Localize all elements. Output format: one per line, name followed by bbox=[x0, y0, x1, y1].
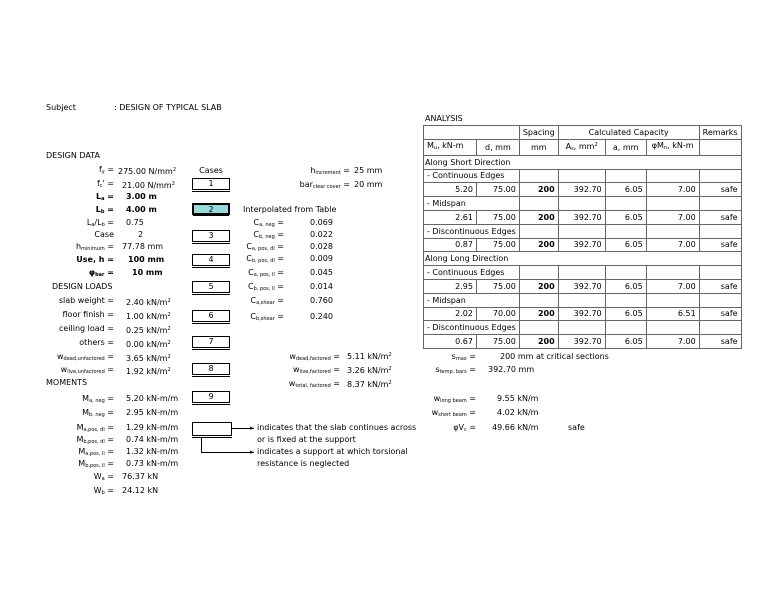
analysis-table bbox=[423, 125, 742, 349]
cell-mu: 0.67 bbox=[424, 335, 477, 349]
cell-spacing: 200 bbox=[519, 183, 558, 197]
wlong-label: $w_{long beam}$ = bbox=[433, 394, 476, 404]
ratio-label: $L_a/L_b$ = bbox=[86, 218, 114, 228]
case-box-2[interactable]: 2 bbox=[192, 203, 230, 215]
arrow-head-icon: ▸ bbox=[250, 424, 254, 432]
table-row bbox=[424, 321, 742, 335]
moment-value: 1.29 kN-m/m bbox=[126, 423, 179, 432]
header-cell bbox=[424, 126, 477, 140]
cell-as: 392.70 bbox=[558, 279, 605, 293]
coef-value: 0.028 bbox=[310, 242, 333, 251]
load-value: 1.00 $kN/m^2$ bbox=[126, 312, 171, 321]
cell-d: 75.00 bbox=[476, 238, 519, 252]
lb-label: $L_b$ = bbox=[95, 205, 114, 215]
moment-value: 2.95 kN-m/m bbox=[126, 408, 179, 417]
fy-label: $f_y$ = bbox=[98, 165, 114, 175]
load-value: 0.00 $kN/m^2$ bbox=[126, 340, 171, 349]
smax-value: 200 mm at critical sections bbox=[500, 352, 609, 361]
load-label: others = bbox=[79, 338, 114, 347]
coef-label: $C_{a, pos, ll}$ = bbox=[248, 268, 284, 278]
cell-spacing: 200 bbox=[519, 210, 558, 224]
fc-label: $f_c'$ = bbox=[96, 179, 114, 189]
cell-a: 6.05 bbox=[605, 238, 646, 252]
case-box-8[interactable]: 8 bbox=[192, 363, 230, 375]
shear-label: $\varphi V_c$ = bbox=[453, 423, 476, 433]
sub-section-label: - Midspan bbox=[424, 293, 520, 307]
moment-label: $M_{b,pos, dl}$ = bbox=[76, 435, 114, 445]
cell-mu: 2.02 bbox=[424, 307, 477, 321]
load-label: ceiling load = bbox=[58, 324, 114, 333]
header-cell: a, mm bbox=[605, 139, 646, 155]
cell-phimn: 6.51 bbox=[646, 307, 699, 321]
bar-label: $\varphi_{bar}$ = bbox=[88, 268, 114, 278]
legend-continuous-text: indicates that the slab continues across bbox=[257, 423, 417, 432]
stemp-label: $s_{temp. bars}$ = bbox=[435, 365, 476, 375]
use-h-value: 100 mm bbox=[128, 255, 165, 264]
cell-phimn: 7.00 bbox=[646, 183, 699, 197]
wshort-label: $w_{short beam}$ = bbox=[431, 408, 476, 418]
cell-remark: safe bbox=[699, 238, 741, 252]
wlive-value: 1.92 $kN/m^2$ bbox=[126, 367, 171, 376]
moment-label: $M_{b, neg}$ = bbox=[82, 408, 114, 418]
header-cell: $M_u$, kN-m bbox=[424, 139, 477, 155]
header-cell: Calculated Capacity bbox=[558, 126, 699, 140]
cell-a: 6.05 bbox=[605, 335, 646, 349]
cell-a: 6.05 bbox=[605, 210, 646, 224]
ratio-value: 0.75 bbox=[126, 218, 144, 227]
legend-drop-line bbox=[201, 438, 202, 452]
load-label: slab weight = bbox=[58, 296, 114, 305]
cell-d: 75.00 bbox=[476, 279, 519, 293]
cell-as: 392.70 bbox=[558, 238, 605, 252]
case-box-9[interactable]: 9 bbox=[192, 391, 230, 403]
shear-remark: safe bbox=[568, 423, 585, 432]
table-row bbox=[424, 266, 742, 280]
cell-d: 75.00 bbox=[476, 210, 519, 224]
table-header-row bbox=[424, 126, 742, 140]
cell-spacing: 200 bbox=[519, 307, 558, 321]
cell-a: 6.05 bbox=[605, 279, 646, 293]
arrow-head-icon: ▸ bbox=[250, 448, 254, 456]
cell-d: 70.00 bbox=[476, 307, 519, 321]
coef-label: $C_{a,shear}$ = bbox=[250, 296, 284, 306]
coef-label: $C_{b,shear}$ = bbox=[250, 312, 284, 322]
cell-as: 392.70 bbox=[558, 335, 605, 349]
wdead-label: $w_{dead,unfactored}$ = bbox=[56, 352, 114, 362]
coef-value: 0.045 bbox=[310, 268, 333, 277]
cell-spacing: 200 bbox=[519, 238, 558, 252]
legend-torsional-line bbox=[201, 452, 254, 453]
header-cell bbox=[476, 126, 519, 140]
smax-label: $s_{max}$ = bbox=[451, 352, 476, 362]
factored-value: 3.26 $kN/m^2$ bbox=[347, 366, 392, 375]
table-row bbox=[424, 252, 742, 266]
coef-value: 0.009 bbox=[310, 254, 333, 263]
moment-label: $M_{a,pos, ll}$ = bbox=[78, 447, 114, 457]
design-data-header: DESIGN DATA bbox=[46, 151, 100, 160]
case-box-7[interactable]: 7 bbox=[192, 336, 230, 348]
cell-mu: 2.61 bbox=[424, 210, 477, 224]
cell-phimn: 7.00 bbox=[646, 335, 699, 349]
fy-value: 275.00 $N/mm^2$ bbox=[118, 167, 176, 176]
subject-label: Subject bbox=[46, 103, 76, 112]
factored-label: $w_{live,factored}$ = bbox=[293, 365, 340, 375]
cell-remark: safe bbox=[699, 183, 741, 197]
factored-value: 8.37 $kN/m^2$ bbox=[347, 380, 392, 389]
coef-value: 0.022 bbox=[310, 230, 333, 239]
moment-value: 76.37 kN bbox=[122, 472, 159, 481]
table-row bbox=[424, 279, 742, 293]
coef-label: $C_{b, pos, dl}$ = bbox=[246, 254, 284, 264]
header-cell bbox=[699, 139, 741, 155]
section-label: Along Short Direction bbox=[424, 155, 742, 169]
header-cell: mm bbox=[519, 139, 558, 155]
cell-remark: safe bbox=[699, 279, 741, 293]
cell-as: 392.70 bbox=[558, 307, 605, 321]
section-label: Along Long Direction bbox=[424, 252, 742, 266]
cell-phimn: 7.00 bbox=[646, 279, 699, 293]
wlong-value: 9.55 kN/m bbox=[497, 394, 539, 403]
moments-header: MOMENTS bbox=[46, 378, 88, 387]
cover-value: 20 mm bbox=[354, 180, 383, 189]
cover-label: bar$_{clear cover}$ = bbox=[299, 180, 350, 190]
cell-phimn: 7.00 bbox=[646, 210, 699, 224]
hmin-label: $h_{minimum}$ = bbox=[75, 242, 114, 252]
table-header-row bbox=[424, 139, 742, 155]
cell-remark: safe bbox=[699, 335, 741, 349]
table-row bbox=[424, 238, 742, 252]
wlive-label: $w_{live,unfactored}$ = bbox=[60, 365, 114, 375]
legend-continuous-box bbox=[192, 422, 232, 436]
header-cell: $\varphi M_n$, kN-m bbox=[646, 139, 699, 155]
moment-label: $M_{b,pos, ll}$ = bbox=[78, 459, 114, 469]
cell-spacing: 200 bbox=[519, 335, 558, 349]
table-row bbox=[424, 224, 742, 238]
header-cell: Spacing bbox=[519, 126, 558, 140]
moment-value: 1.32 kN-m/m bbox=[126, 447, 179, 456]
cell-mu: 2.95 bbox=[424, 279, 477, 293]
moment-label: $W_b$ = bbox=[93, 486, 114, 496]
table-row bbox=[424, 183, 742, 197]
case-label: Case bbox=[94, 230, 114, 239]
moment-label: $W_a$ = bbox=[93, 472, 114, 482]
interp-title: Interpolated from Table bbox=[243, 205, 337, 214]
cell-spacing: 200 bbox=[519, 279, 558, 293]
factored-label: $w_{dead,factored}$ = bbox=[289, 352, 340, 362]
table-row bbox=[424, 197, 742, 211]
cell-d: 75.00 bbox=[476, 335, 519, 349]
header-cell: $A_s$, $mm^2$ bbox=[558, 139, 605, 155]
hmin-value: 77.78 mm bbox=[122, 242, 164, 251]
cell-a: 6.05 bbox=[605, 183, 646, 197]
increment-label: $h_{increment}$ = bbox=[310, 166, 350, 176]
load-value: 0.25 $kN/m^2$ bbox=[126, 326, 171, 335]
stemp-value: 392.70 mm bbox=[488, 365, 535, 374]
header-cell: d, mm bbox=[476, 139, 519, 155]
fc-value: 21.00 $N/mm^2$ bbox=[122, 181, 175, 190]
cell-remark: safe bbox=[699, 210, 741, 224]
case-box-5[interactable]: 5 bbox=[192, 281, 230, 293]
cell-as: 392.70 bbox=[558, 210, 605, 224]
coef-value: 0.760 bbox=[310, 296, 333, 305]
cell-a: 6.05 bbox=[605, 307, 646, 321]
la-value: 3.00 m bbox=[126, 192, 157, 201]
factored-label: $w_{total, factored}$ = bbox=[288, 379, 340, 389]
design-loads-header: DESIGN LOADS bbox=[52, 282, 113, 291]
table-row bbox=[424, 155, 742, 169]
header-cell: Remarks bbox=[699, 126, 741, 140]
legend-continuous-text-2: or is fixed at the support bbox=[257, 435, 356, 444]
case-box-1[interactable]: 1 bbox=[192, 178, 230, 190]
wshort-value: 4.02 kN/m bbox=[497, 408, 539, 417]
legend-torsional-text: indicates a support at which torsional bbox=[257, 447, 408, 456]
coef-value: 0.069 bbox=[310, 218, 333, 227]
sub-section-label: - Continuous Edges bbox=[424, 169, 520, 183]
moment-value: 5.20 kN-m/m bbox=[126, 394, 179, 403]
la-label: $L_a$ = bbox=[96, 192, 114, 202]
cell-d: 75.00 bbox=[476, 183, 519, 197]
moment-value: 24.12 kN bbox=[122, 486, 159, 495]
load-value: 2.40 $kN/m^2$ bbox=[126, 298, 171, 307]
coef-label: $C_{a, pos, dl}$ = bbox=[246, 242, 284, 252]
subject-value: : DESIGN OF TYPICAL SLAB bbox=[114, 103, 222, 112]
sub-section-label: - Discontinuous Edges bbox=[424, 224, 520, 238]
cell-mu: 5.20 bbox=[424, 183, 477, 197]
lb-value: 4.00 m bbox=[126, 205, 157, 214]
moment-value: 0.73 kN-m/m bbox=[126, 459, 179, 468]
table-row bbox=[424, 293, 742, 307]
sub-section-label: - Continuous Edges bbox=[424, 266, 520, 280]
case-box-3[interactable]: 3 bbox=[192, 230, 230, 242]
coef-label: $C_{a, neg}$ = bbox=[253, 218, 284, 228]
table-row bbox=[424, 169, 742, 183]
cell-mu: 0.87 bbox=[424, 238, 477, 252]
wdead-value: 3.65 $kN/m^2$ bbox=[126, 354, 171, 363]
case-value: 2 bbox=[138, 230, 144, 239]
table-row bbox=[424, 210, 742, 224]
load-label: floor finish = bbox=[62, 310, 114, 319]
cases-header: Cases bbox=[199, 166, 223, 175]
shear-value: 49.66 kN/m bbox=[492, 423, 539, 432]
cell-phimn: 7.00 bbox=[646, 238, 699, 252]
analysis-header: ANALYSIS bbox=[425, 114, 463, 123]
increment-value: 25 mm bbox=[354, 166, 383, 175]
coef-label: $C_{b, neg}$ = bbox=[253, 230, 284, 240]
moment-label: $M_{a, neg}$ = bbox=[82, 394, 114, 404]
coef-value: 0.240 bbox=[310, 312, 333, 321]
legend-torsional-text-2: resistance is neglected bbox=[257, 459, 350, 468]
cell-remark: safe bbox=[699, 307, 741, 321]
sub-section-label: - Midspan bbox=[424, 197, 520, 211]
table-row bbox=[424, 335, 742, 349]
bar-value: 10 mm bbox=[132, 268, 163, 277]
cell-as: 392.70 bbox=[558, 183, 605, 197]
case-box-6[interactable]: 6 bbox=[192, 310, 230, 322]
coef-label: $C_{b, pos, ll}$ = bbox=[248, 282, 284, 292]
factored-value: 5.11 $kN/m^2$ bbox=[347, 352, 392, 361]
case-box-4[interactable]: 4 bbox=[192, 254, 230, 266]
moment-label: $M_{a,pos, dl}$ = bbox=[76, 423, 114, 433]
moment-value: 0.74 kN-m/m bbox=[126, 435, 179, 444]
coef-value: 0.014 bbox=[310, 282, 333, 291]
table-row bbox=[424, 307, 742, 321]
use-h-label: Use, h = bbox=[76, 255, 114, 264]
sub-section-label: - Discontinuous Edges bbox=[424, 321, 520, 335]
